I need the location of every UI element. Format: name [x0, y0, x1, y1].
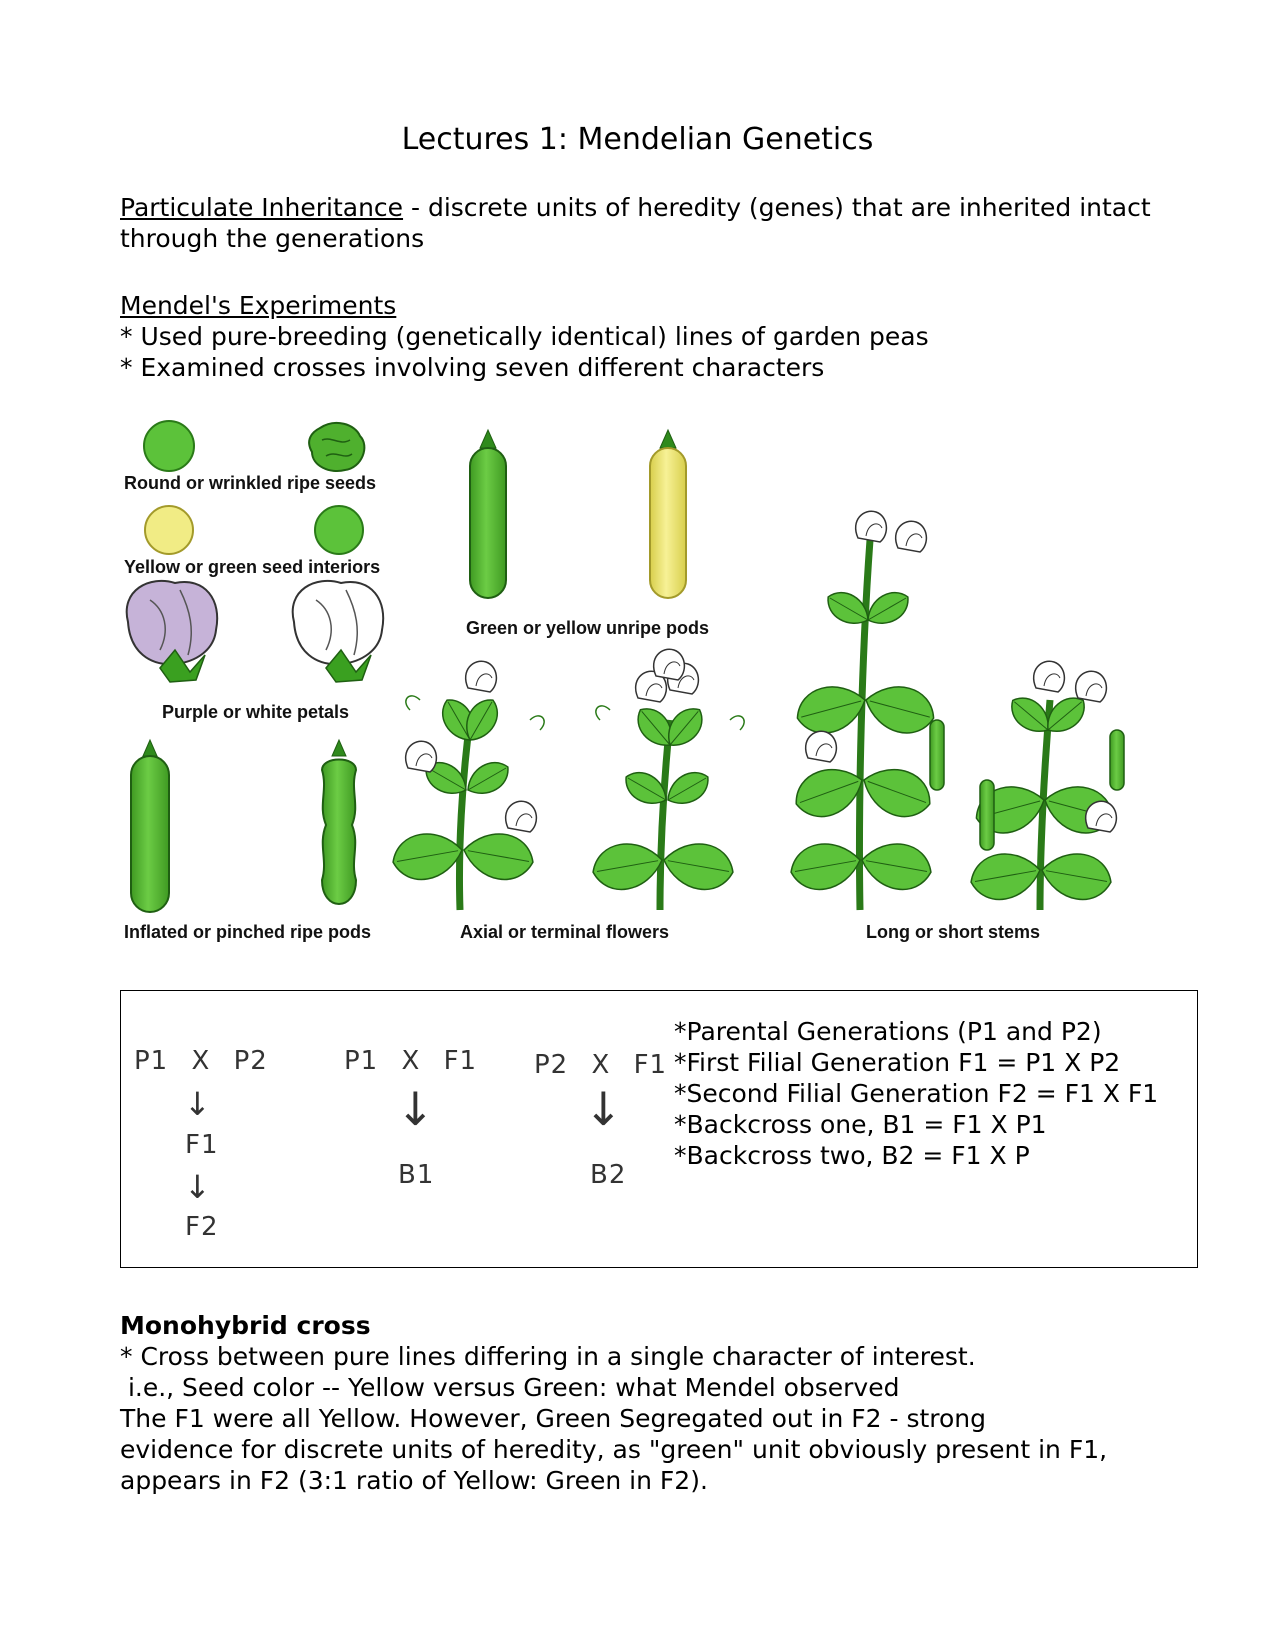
cross3-parent-a: P2 [534, 1050, 569, 1080]
experiments-heading: Mendel's Experiments [120, 291, 397, 320]
arrow-down-icon: ↓ [396, 1082, 436, 1136]
inflated-ripe-pod [131, 740, 169, 912]
experiments-bullet: * Examined crosses involving seven different characters [120, 353, 825, 382]
wrinkled-seed [309, 423, 364, 471]
cross1-parent-a: P1 [134, 1046, 169, 1076]
caption-petals: Purple or white petals [162, 702, 350, 722]
definition-line: *Backcross one, B1 = F1 X P1 [674, 1110, 1047, 1139]
axial-flowers-plant [389, 661, 544, 910]
cross1-parent-b: P2 [233, 1046, 268, 1076]
caption-unripe-pods: Green or yellow unripe pods [466, 618, 710, 638]
cross-definitions [674, 1016, 1158, 1171]
arrow-down-icon: ↓ [584, 1082, 624, 1136]
page-title: Lectures 1: Mendelian Genetics [401, 122, 874, 157]
monohybrid-section [120, 1310, 1180, 1496]
definition-line: *Second Filial Generation F2 = F1 X F1 [674, 1079, 1159, 1108]
arrow-down-icon: ↓ [184, 1168, 212, 1206]
monohybrid-line: * Cross between pure lines differing in a single character of interest. [120, 1342, 976, 1371]
cross3-parent-b: F1 [633, 1050, 668, 1080]
caption-interiors: Yellow or green seed interiors [124, 557, 381, 577]
inheritance-term: Particulate Inheritance [120, 193, 404, 222]
green-seed-interior [315, 506, 363, 554]
experiments-bullet: * Used pure-breeding (genetically identical) lines of garden peas [120, 322, 929, 351]
cross3-child: B2 [590, 1160, 627, 1190]
cross1-child2: F2 [185, 1212, 219, 1242]
caption-ripe-pods: Inflated or pinched ripe pods [124, 922, 372, 942]
monohybrid-line: i.e., Seed color -- Yellow versus Green: what Mendel observed [120, 1373, 900, 1402]
cross3-parents [534, 1050, 667, 1080]
cross2-parent-b: F1 [443, 1046, 478, 1076]
pinched-ripe-pod [322, 740, 356, 904]
terminal-flowers-plant [589, 649, 744, 910]
cross3-x: X [591, 1050, 611, 1080]
definition-line: *Backcross two, B2 = F1 X P [674, 1141, 1030, 1170]
caption-stems: Long or short stems [866, 922, 1041, 942]
caption-flowers: Axial or terminal flowers [460, 922, 670, 942]
monohybrid-line: appears in F2 (3:1 ratio of Yellow: Green in F2). [120, 1466, 708, 1495]
definition-line: *Parental Generations (P1 and P2) [674, 1017, 1102, 1046]
monohybrid-heading: Monohybrid cross [120, 1311, 371, 1340]
white-petal-flower [293, 581, 384, 682]
inheritance-definition: - discrete units of heredity (genes) that are inherited intact through the generations [120, 193, 1151, 253]
arrow-down-icon: ↓ [184, 1085, 212, 1123]
cross2-parent-a: P1 [344, 1046, 379, 1076]
cross1-x: X [191, 1046, 211, 1076]
purple-petal-flower [127, 581, 218, 682]
definition-line: *First Filial Generation F1 = P1 X P2 [674, 1048, 1121, 1077]
round-seed [144, 421, 194, 471]
cross2-child: B1 [398, 1160, 435, 1190]
monohybrid-line: The F1 were all Yellow. However, Green Segregated out in F2 - strong [120, 1404, 987, 1433]
green-unripe-pod [470, 430, 506, 598]
cross2-parents [344, 1046, 477, 1076]
long-stem-plant [787, 511, 944, 910]
cross1-parents [134, 1046, 268, 1076]
caption-seeds: Round or wrinkled ripe seeds [124, 473, 377, 493]
short-stem-plant [967, 661, 1124, 910]
yellow-unripe-pod [650, 430, 686, 598]
cross2-x: X [401, 1046, 421, 1076]
monohybrid-line: evidence for discrete units of heredity, as "green" unit obviously present in F1, [120, 1435, 1108, 1464]
cross1-child1: F1 [185, 1130, 219, 1160]
yellow-seed-interior [145, 506, 193, 554]
